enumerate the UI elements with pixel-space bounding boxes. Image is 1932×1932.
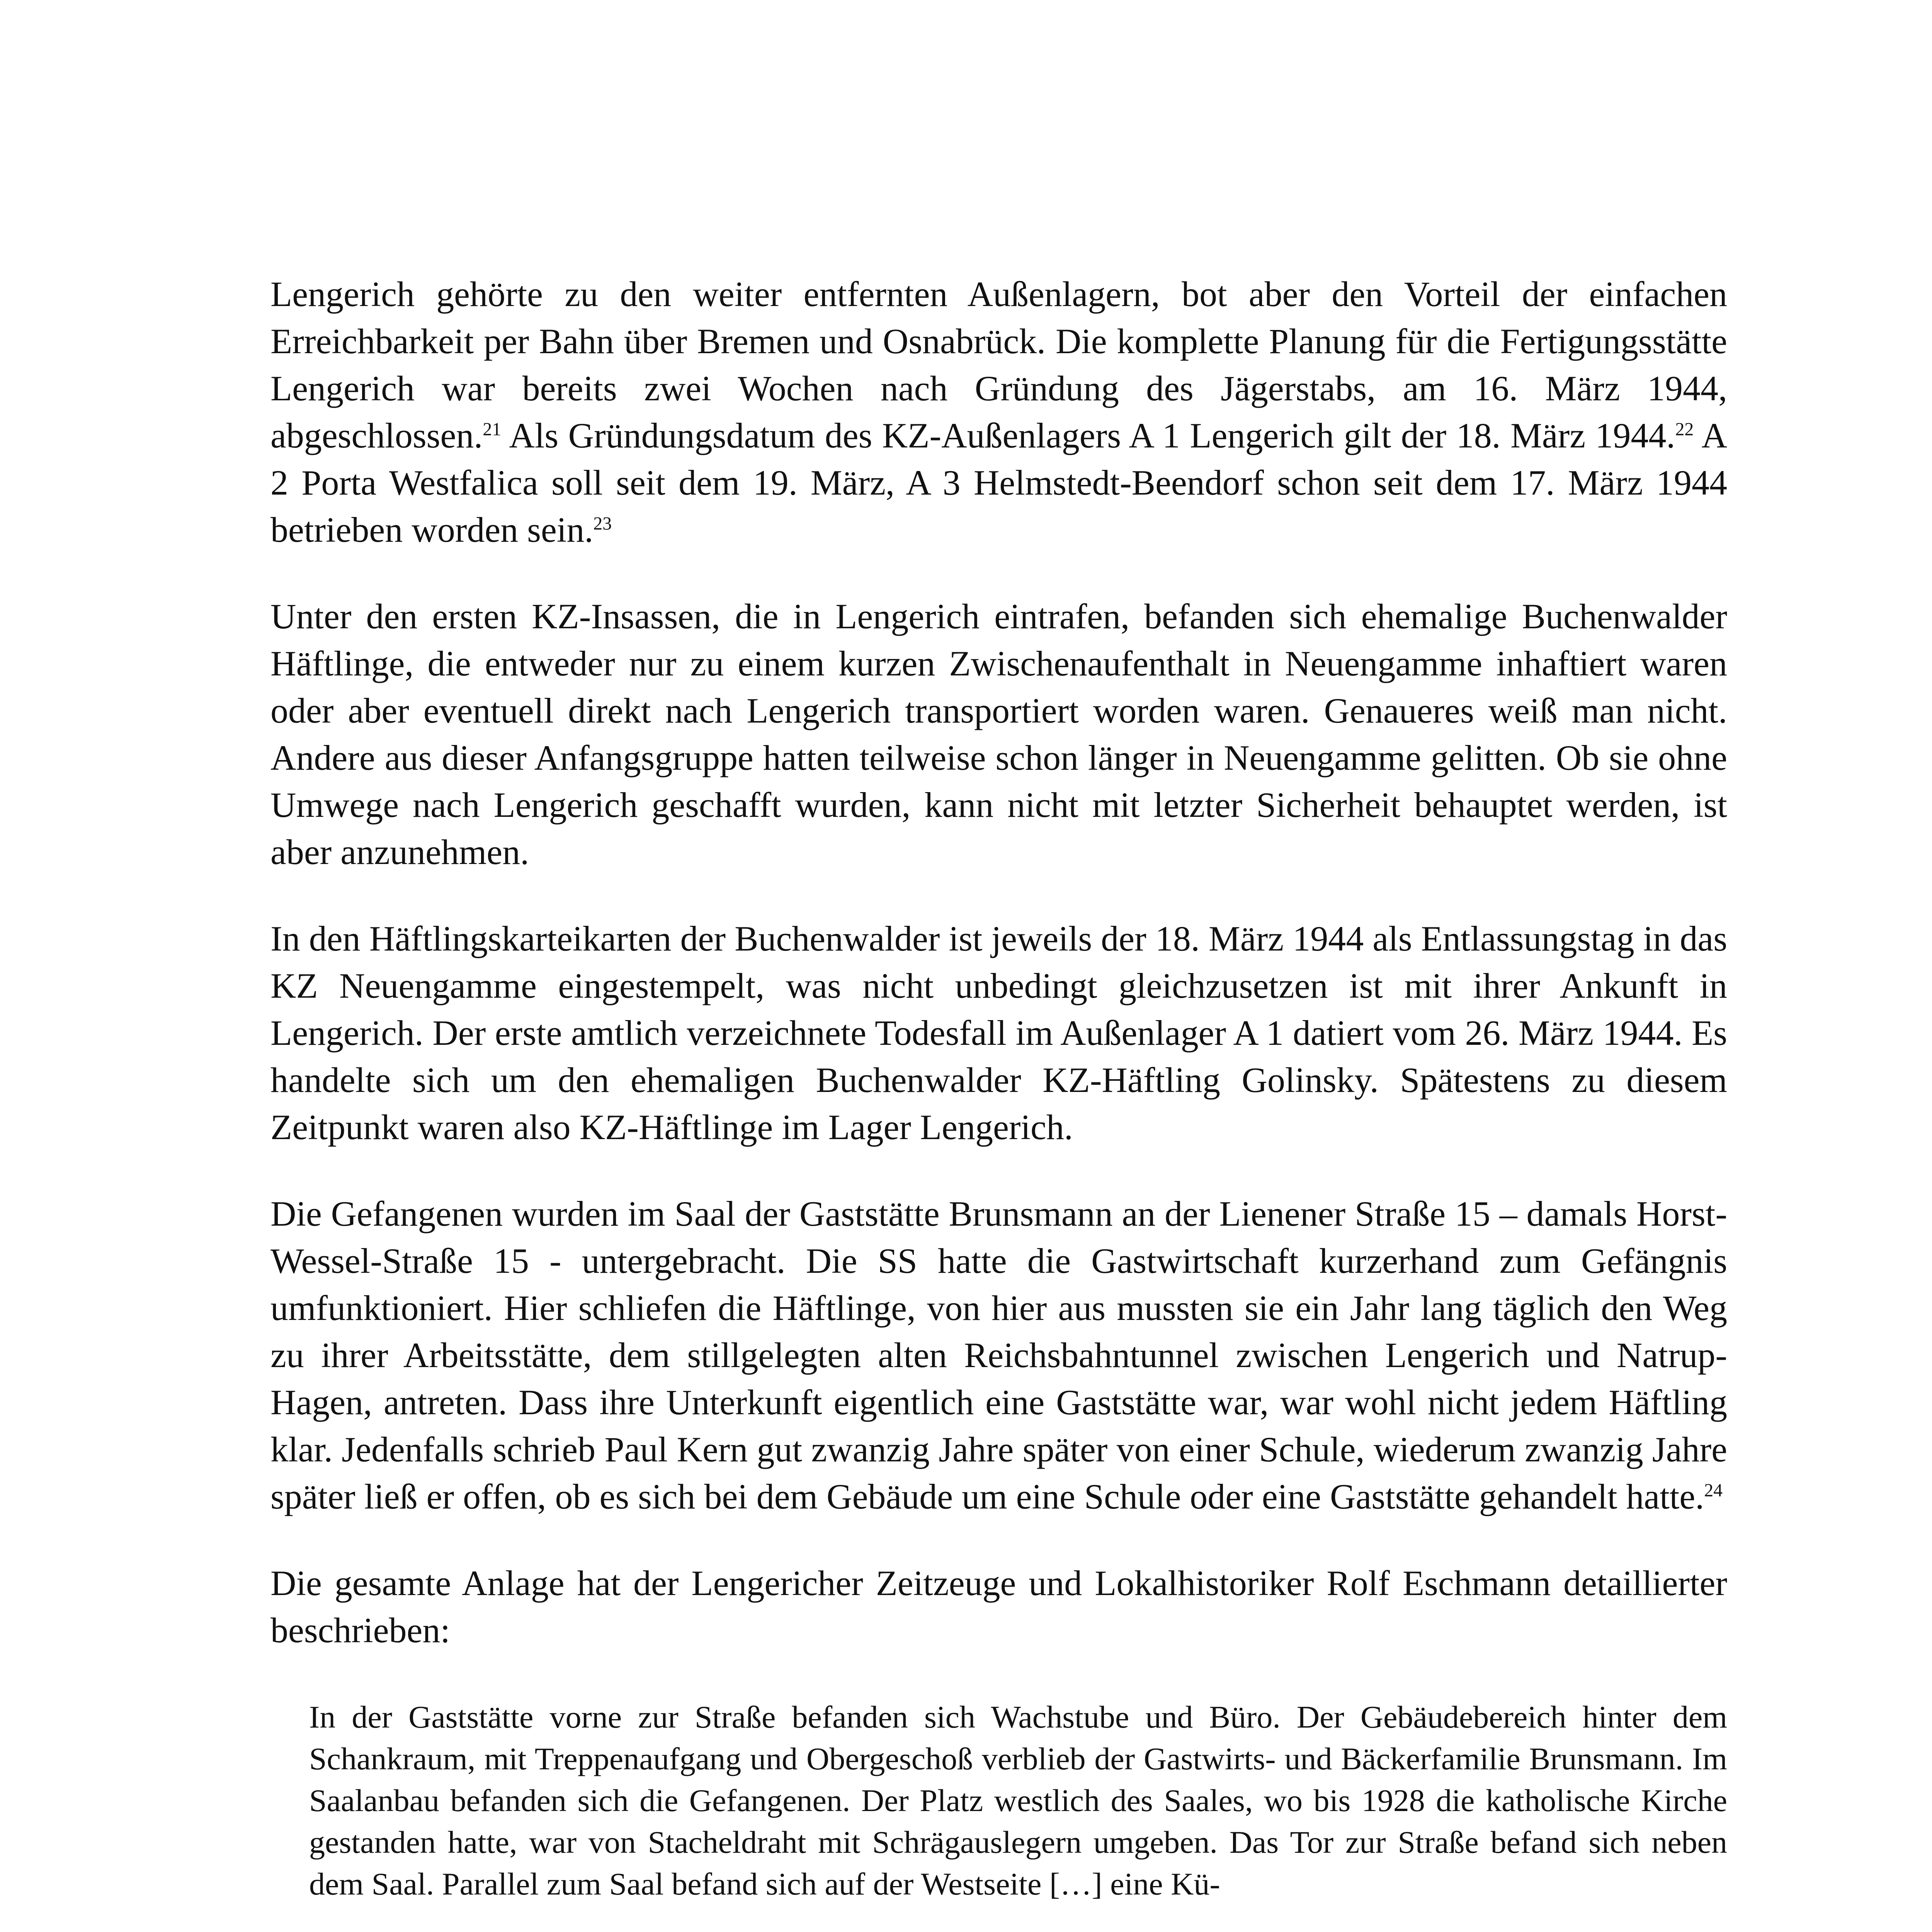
footnote-ref-23[interactable]: 23 <box>593 513 612 534</box>
paragraph-founding-date: Lengerich gehörte zu den weiter entfernten Außenlagern, bot aber den Vorteil der einfachen Erreichbarkeit per Bahn über Bremen und Osnabrück. Die komplette Planung für die Fertigungsstätte Lengerich war bereits zwei Wochen nach Gründung des Jägerstabs, am 16. März 1944, abgeschlossen.$^{21}$ Als Gründungsdatum des KZ-Außenlagers A 1 Lengerich gilt der 18. März 1944.22 A 2 Porta Westfalica soll seit dem 19. März, A 3 Helmstedt-Beendorf schon seit dem 17. März 1944 betrieben worden sein.$^{23}$ <box>270 274 1727 549</box>
paragraph-first-prisoners: Unter den ersten KZ-Insassen, die in Lengerich eintrafen, befanden sich ehemalige Buchenwalder Häftlinge, die entweder nur zu einem kurzen Zwischenaufenthalt in Neuengamme inhaftiert waren oder aber eventuell direkt nach Lengerich transportiert worden waren. Genaueres weiß man nicht. Andere aus dieser Anfangsgruppe hatten teilweise schon länger in Neuengamme gelitten. Ob sie ohne Umwege nach Lengerich geschafft wurden, kann nicht mit letzter Sicherheit behauptet werden, ist aber anzunehmen. <box>270 597 1727 872</box>
paragraph-site-description: Die gesamte Anlage hat der Lengericher Zeitzeuge und Lokalhistoriker Rolf Eschmann detaillierter beschrieben: <box>270 1563 1727 1650</box>
footnote-ref-21[interactable]: 21 <box>483 419 502 440</box>
paragraph-index-cards: In den Häftlingskarteikarten der Buchenwalder ist jeweils der 18. März 1944 als Entlassungstag in das KZ Neuengamme eingestempelt, was nicht unbedingt gleichzusetzen ist mit ihrer Ankunft in Lengerich. Der erste amtlich verzeichnete Todesfall im Außenlager A 1 datiert vom 26. März 1944. Es handelte sich um den ehemaligen Buchenwalder KZ-Häftling Golinsky. Spätestens zu diesem Zeitpunkt waren also KZ-Häftlinge im Lager Lengerich. <box>270 919 1727 1147</box>
footnote-ref-22[interactable]: 22 <box>1675 419 1694 440</box>
body-text <box>270 270 1727 1905</box>
footnote-ref-24[interactable]: 24 <box>1704 1480 1723 1501</box>
paragraph-accommodation: Die Gefangenen wurden im Saal der Gaststätte Brunsmann an der Lienener Straße 15 – damals Horst-Wessel-Straße 15 - untergebracht. Die SS hatte die Gastwirtschaft kurzerhand zum Gefängnis umfunktioniert. Hier schliefen die Häftlinge, von hier aus mussten sie ein Jahr lang täglich den Weg zu ihrer Arbeitsstätte, dem stillgelegten alten Reichsbahntunnel zwischen Lengerich und Natrup-Hagen, antreten. Dass ihre Unterkunft eigentlich eine Gaststätte war, war wohl nicht jedem Häftling klar. Jedenfalls schrieb Paul Kern gut zwanzig Jahre später von einer Schule, wiederum zwanzig Jahre später ließ er offen, ob es sich bei dem Gebäude um eine Schule oder eine Gaststätte gehandelt hatte.$^{24}$ <box>270 1194 1727 1516</box>
block-quote: In der Gaststätte vorne zur Straße befanden sich Wachstube und Büro. Der Gebäudebereich hinter dem Schankraum, mit Treppenaufgang und Obergeschoß verblieb der Gastwirts- und Bäckerfamilie Brunsmann. Im Saalanbau befanden sich die Gefangenen. Der Platz westlich des Saales, wo bis 1928 die katholische Kirche gestanden hatte, war von Stacheldraht mit Schrägauslegern umgeben. Das Tor zur Straße befand sich neben dem Saal. Parallel zum Saal befand sich auf der Westseite […] eine Kü- <box>309 1699 1727 1901</box>
